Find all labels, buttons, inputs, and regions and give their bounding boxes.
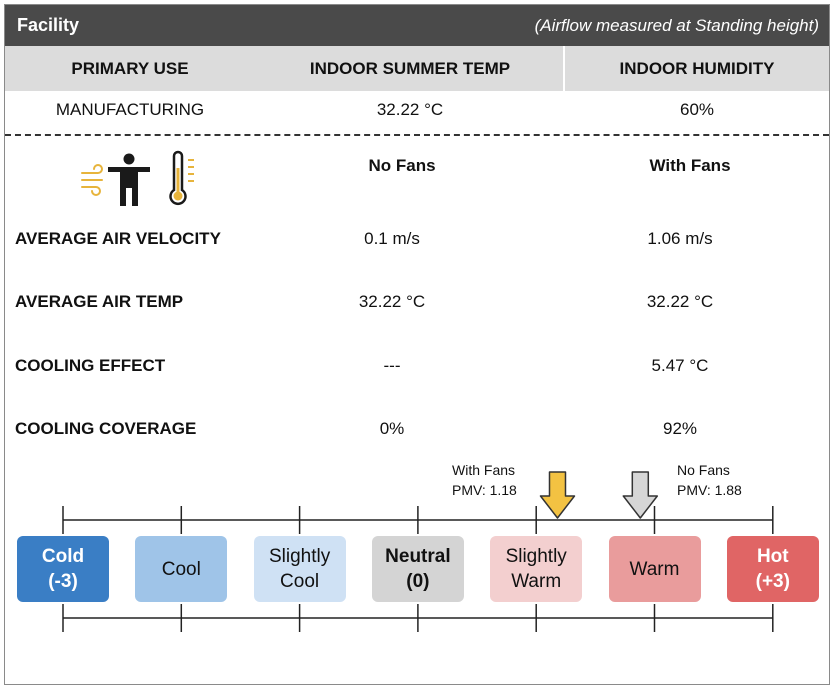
scale-level-box xyxy=(727,536,819,602)
scale-level-box xyxy=(135,536,227,602)
air-velocity-no-fans: 0.1 m/s xyxy=(364,229,420,248)
scale-level-label: Slightly Cool xyxy=(268,546,331,592)
indoor-humidity-value: 60% xyxy=(679,100,715,119)
scale-level-box xyxy=(17,536,109,602)
air-temp-no-fans: 32.22 °C xyxy=(358,292,426,311)
scale-level-label: Warm xyxy=(629,558,680,580)
scale-level-label: Hot (+3) xyxy=(755,546,790,592)
row-label-air-velocity: AVERAGE AIR VELOCITY xyxy=(15,229,221,248)
pmv-no-fans-value: PMV: 1.88 xyxy=(677,482,742,498)
cooling-effect-with-fans: 5.47 °C xyxy=(651,356,709,375)
scale-level-label: Slightly Warm xyxy=(505,546,567,592)
pmv-with-fans-arrow xyxy=(540,472,574,518)
pmv-with-fans-value: PMV: 1.18 xyxy=(452,482,517,498)
col-no-fans: No Fans xyxy=(368,156,436,175)
row-label-cooling-coverage: COOLING COVERAGE xyxy=(15,419,197,438)
scale-level-label: Cold (-3) xyxy=(41,546,85,592)
scale-level-label: Neutral (0) xyxy=(385,546,451,592)
air-velocity-with-fans: 1.06 m/s xyxy=(647,229,713,248)
col-primary-use-label: PRIMARY USE xyxy=(71,59,189,78)
air-temp-with-fans: 32.22 °C xyxy=(646,292,714,311)
scale-level-box xyxy=(254,536,346,602)
pmv-no-fans-title: No Fans xyxy=(677,462,730,478)
scale-level-label: Cool xyxy=(161,558,201,580)
primary-use-value: MANUFACTURING xyxy=(55,100,205,119)
pmv-with-fans-title: With Fans xyxy=(452,462,516,478)
cooling-coverage-with-fans: 92% xyxy=(662,419,698,438)
cooling-coverage-no-fans: 0% xyxy=(379,419,405,438)
airflow-note: (Airflow measured at Standing height) xyxy=(534,16,819,35)
col-indoor-humidity-label: INDOOR HUMIDITY xyxy=(619,59,775,78)
indoor-temp-value: 32.22 °C xyxy=(376,100,444,119)
row-label-cooling-effect: COOLING EFFECT xyxy=(15,356,166,375)
scale-level-box xyxy=(372,536,464,602)
scale-level-box xyxy=(609,536,701,602)
scale-level-box xyxy=(490,536,582,602)
col-with-fans: With Fans xyxy=(649,156,731,175)
cooling-effect-no-fans: --- xyxy=(383,356,401,375)
pmv-no-fans-arrow xyxy=(623,472,657,518)
row-label-air-temp: AVERAGE AIR TEMP xyxy=(15,292,184,311)
card-title: Facility xyxy=(17,15,80,35)
col-indoor-temp-label: INDOOR SUMMER TEMP xyxy=(309,59,511,78)
